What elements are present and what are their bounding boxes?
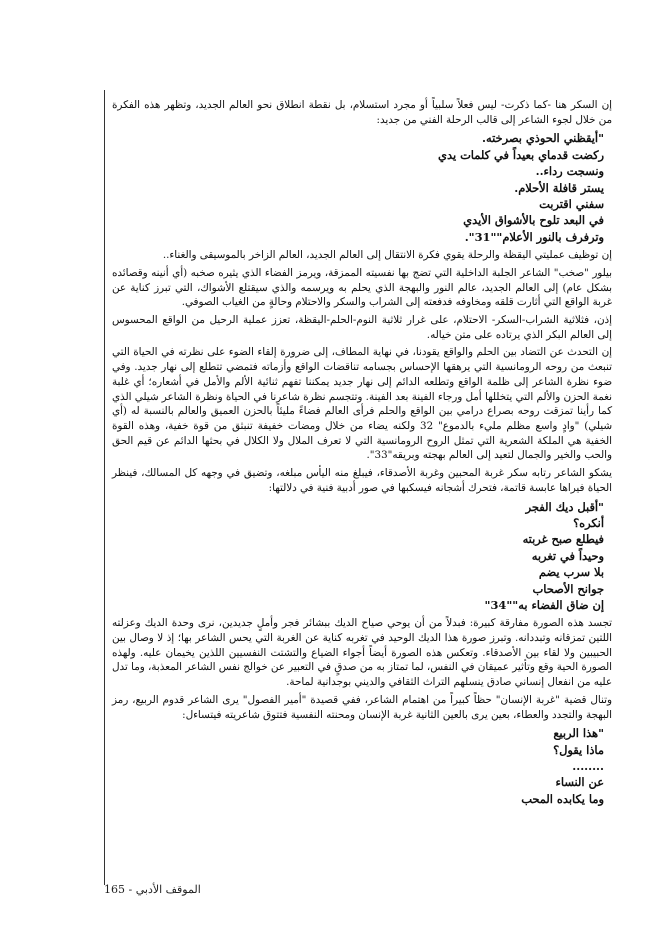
- poem-line: بلا سرب يضم: [538, 565, 604, 580]
- paragraph-2: إن توظيف عمليتي اليقظة والرحلة يقوي فكرة الانتقال إلى العالم الجديد، العالم الزاخر بالموسيقى والغناء..: [162, 249, 612, 262]
- paragraph-1: إن السكر هنا -كما ذكرت- ليس فعلاً سلبياً أو مجرد استسلام، بل نقطة انطلاق نحو العالم الجديد، وتظهر هذه الفكرة من خلال لجوء الشاعر إلى قالب الرحلة الفني من جديد:: [112, 99, 612, 126]
- poem-line: وما يكابده المحب: [521, 791, 604, 806]
- poem-line: ونسجت رداء..: [535, 164, 604, 179]
- poem-line: ماذا يقول؟: [553, 742, 604, 757]
- poem-line: ركضت قدماي بعيداً في كلمات يدي: [438, 147, 604, 162]
- poem-line: عن النساء: [555, 775, 604, 790]
- paragraph-5: إن التحدث عن التضاد بين الحلم والواقع يقودنا، في نهاية المطاف، إلى ضرورة إلقاء الضوء على نظرته في الحياة التي تنبعث من روحه الرومانسية التي يرهقها الإحساس بجسامه تناقضات الواقع وأزماته فتمضي تتطلع إلى نهار جديد. وفي ضوء نظرة الشاعر إلى ظلمة الواقع وتطلعه الدائم إلى نهار جديد يمكننا تفهم ثنائية الألم والأمل في أشعاره؛ أي غلبة نغمة الحزن والألم التي يتخللها أمل ورجاء الفينة بعد الفينة. وتتجسم نظرة شاعرنا في الحياة ونظرة الشاعر شيلي الذي كما رأينا تمزقت روحه بصراع درامي بين الواقع والحلم فرأى العالم فضاءً مليئاً بالحزن العميق والعالم بالنسبة له (أي شيلي) "وادٍ واسع مظلم مليء بالدموع" 32 ولكنه يضاء من خلال ومضات خفيفة تنبثق من قوة خفية، وهذه القوة الخفية هي الملكة الشعرية التي تمثل الروح الرومانسية التي لا تعرف الملال ولا الكلال في بحثها الدائم عن قيم الحق والحب والخير والجمال لتعيد إلى العالم بهجته وبريقه"33".: [112, 346, 612, 462]
- poem-line: سفني اقتربت: [539, 197, 604, 212]
- poem-line: وحيداً في تغربه: [531, 548, 604, 563]
- poem-line: إن ضاق الفضاء به""34": [484, 597, 604, 612]
- poem-line: فيطلع صبح غربته: [522, 532, 604, 547]
- poem-line: "أيقظني الحوذي بصرخته.: [482, 131, 604, 146]
- poem-line: وترفرف بالنور الأعلام""31".: [464, 229, 604, 244]
- poem-block-2: [112, 499, 604, 614]
- paragraph-4: إذن، فثلاثية الشراب-السكر- الاحتلام، على غرار ثلاثية النوم-الحلم-اليقظة، تعزز عملية الرحيل من الواقع المحسوس إلى العالم البكر الذي يرتاده على متن خياله.: [112, 314, 612, 341]
- paragraph-8: وتنال قضية "غربة الإنسان" حظاً كبيراً من اهتمام الشاعر، ففي قصيدة "أمير الفصول" يرى الشاعر قدوم الربيع، رمز البهجة والتجدد والعطاء، بعين يرى بالعين الثانية غربة الإنسان ومحنته النفسية فتتوق شاعريته فيتساءل:: [112, 693, 612, 721]
- poem-block-1: [112, 130, 604, 245]
- poem-line: ........: [572, 759, 604, 774]
- paragraph-7: تجسد هذه الصورة مفارقة كبيرة: فبدلاً من أن يوحي صياح الديك ببشائر فجر وأملٍ جديدين، نرى وحدة الديك وعزلته اللتين تمزقانه وتبددانه. وتبرز صورة هذا الديك الوحيد في تغربه كناية عن الغربة التي يحس الشاعر بها؛ إذ لا وصال بين الحبيبين ولا لقاء بين الأصدقاء. وتعكس هذه الصورة أيضاً أجواء الضياع والتشتت النفسيين اللذين يخيمان عليه. ولهذه الصورة الحية وقع وتأثير عميقان في النفس، لما تمتاز به من صدقٍ في التعبير عن خوالج نفس الشاعر المعذبة، وما تدل عليه من انفعال إنساني صادق ينسلهم التراث الثقافي والديني بوجدانية لماحة.: [112, 617, 612, 689]
- paragraph-6: يشكو الشاعر رتابه سكر غربة المحبين وغربة الأصدقاء، فيبلغ منه اليأس مبلغه، وتضيق في وجهه كل المسالك، فينظر الحياة فيراها عابسة قاتمة، فتحرك أشجانه فيسكبها في صور أدبية فنية في دلالتها:: [112, 467, 612, 494]
- page-footer: الموقف الأدبي - 165: [104, 883, 201, 896]
- page-body: [112, 98, 612, 810]
- poem-line: في البعد تلوح بالأشواق الأيدي: [463, 213, 604, 228]
- poem-line: يستر قافلة الأحلام.: [514, 180, 604, 195]
- margin-rule: [104, 90, 105, 885]
- poem-line: "أقبل ديك الفجر: [525, 499, 604, 514]
- paragraph-3: بيلور "صخب" الشاعر الجلبة الداخلية التي تضج بها نفسيته الممزقة، ويرمز الفضاء الذي يثيره صخبه (أي أنينه وقصائده بشكل عام) إلى العالم الجديد، عالم النور والبهجة الذي يحلم به ويرسمه والذي سيقتلع الأشواك، التي تبرز كناية عن غربة الواقع التي أثارت قلقه ومخاوفه فدفعته إلى الشراب والسكر والاحتلام وحالةٍ من الغياب الصوفي.: [112, 266, 612, 309]
- poem-line: جوانح الأصحاب: [532, 581, 604, 596]
- poem-line: "هذا الربيع: [553, 726, 604, 741]
- poem-block-3: [112, 725, 604, 807]
- poem-line: أنكره؟: [573, 515, 604, 530]
